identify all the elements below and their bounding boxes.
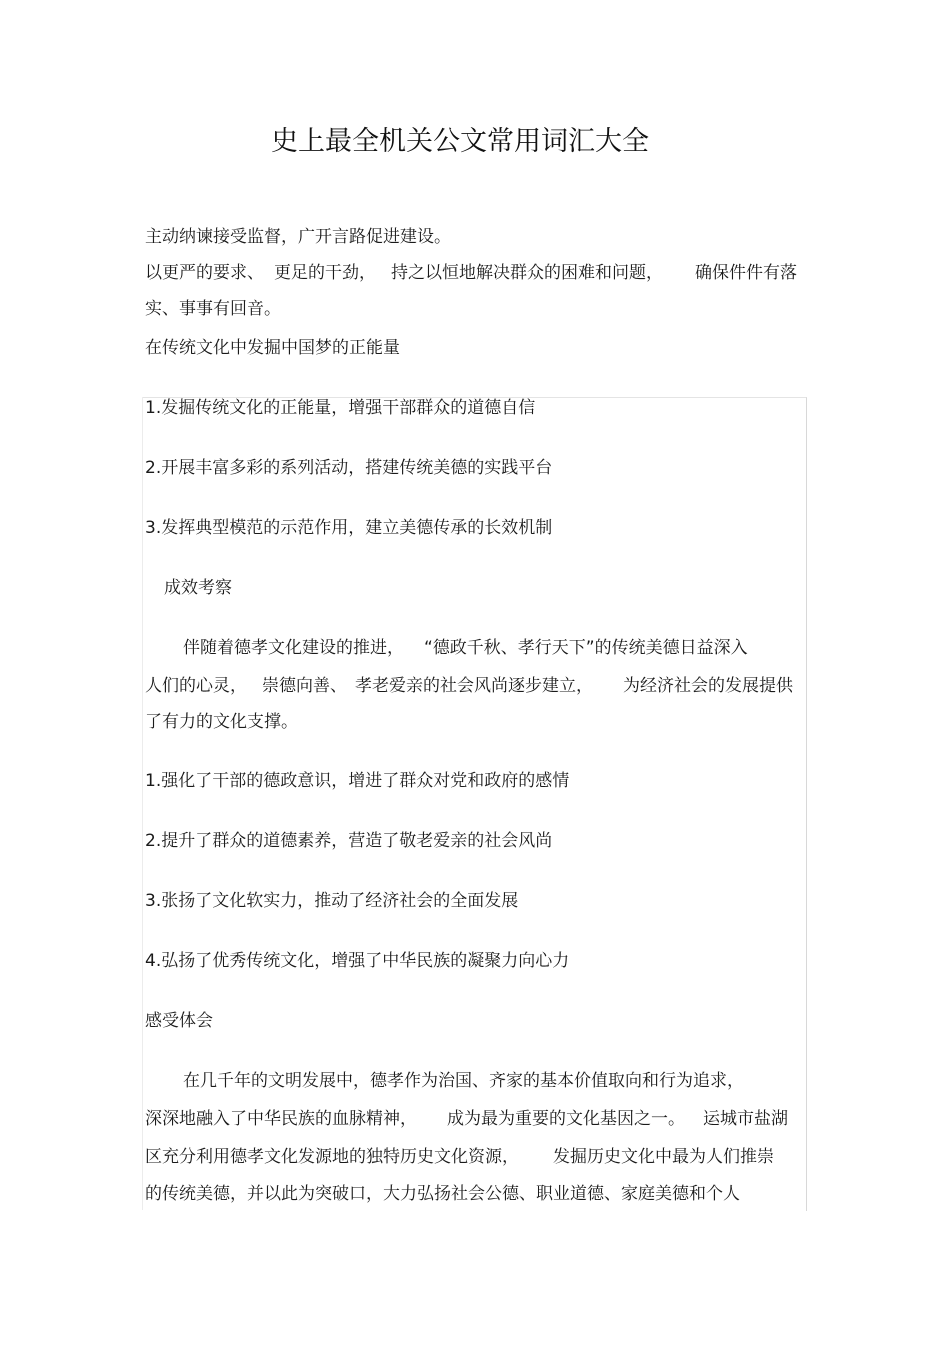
results-para-line-2-part-3: 孝老爱亲的社会风尚逐步建立， xyxy=(355,676,593,696)
intro-line-4: 在传统文化中发掘中国梦的正能量 xyxy=(145,338,400,358)
feelings-para-line-3-part-2: 发掘历史文化中最为人们推崇 xyxy=(553,1147,774,1167)
results-para-line-2-part-2: 崇德向善、 xyxy=(262,676,347,696)
results-para-line-2-part-1: 人们的心灵， xyxy=(145,676,247,696)
results-para-line-2 xyxy=(145,674,793,698)
intro-line-3: 实、事事有回音。 xyxy=(145,299,281,319)
page-title: 史上最全机关公文常用词汇大全 xyxy=(271,126,649,157)
intro-line-2 xyxy=(145,261,797,285)
feelings-para-line-1: 在几千年的文明发展中，德孝作为治国、齐家的基本价值取向和行为追求， xyxy=(183,1071,744,1091)
intro-line-2-part-1: 以更严的要求、 xyxy=(145,263,264,283)
feelings-para-line-2-part-2: 成为最为重要的文化基因之一。 xyxy=(447,1109,685,1129)
content-frame-left-edge xyxy=(142,397,143,1210)
result-item-4: 4.弘扬了优秀传统文化，增强了中华民族的凝聚力向心力 xyxy=(145,951,570,971)
measure-item-2: 2.开展丰富多彩的系列活动，搭建传统美德的实践平台 xyxy=(145,458,553,478)
results-para-line-1-part-1: 伴随着德孝文化建设的推进， xyxy=(183,638,404,658)
intro-line-2-part-3: 持之以恒地解决群众的困难和问题， xyxy=(391,263,663,283)
results-heading: 成效考察 xyxy=(164,578,232,598)
feelings-para-line-2 xyxy=(145,1107,788,1131)
measure-item-1: 1.发掘传统文化的正能量，增强干部群众的道德自信 xyxy=(145,398,536,418)
measure-item-3: 3.发挥典型模范的示范作用，建立美德传承的长效机制 xyxy=(145,518,553,538)
result-item-3: 3.张扬了文化软实力，推动了经济社会的全面发展 xyxy=(145,891,519,911)
feelings-para-line-4: 的传统美德，并以此为突破口，大力弘扬社会公德、职业道德、家庭美德和个人 xyxy=(145,1184,740,1204)
feelings-para-line-2-part-3: 运城市盐湖 xyxy=(703,1109,788,1129)
feelings-para-line-3-part-1: 区充分利用德孝文化发源地的独特历史文化资源， xyxy=(145,1147,519,1167)
results-para-line-3: 了有力的文化支撑。 xyxy=(145,712,298,732)
result-item-2: 2.提升了群众的道德素养，营造了敬老爱亲的社会风尚 xyxy=(145,831,553,851)
intro-line-2-part-2: 更足的干劲， xyxy=(274,263,376,283)
results-para-line-2-part-4: 为经济社会的发展提供 xyxy=(623,676,793,696)
intro-line-2-part-4: 确保件件有落 xyxy=(695,263,797,283)
results-para-line-1 xyxy=(183,636,748,660)
feelings-heading: 感受体会 xyxy=(145,1011,213,1031)
feelings-para-line-2-part-1: 深深地融入了中华民族的血脉精神， xyxy=(145,1109,417,1129)
results-para-line-1-part-2: “德政千秋、孝行天下”的传统美德日益深入 xyxy=(424,638,748,658)
intro-line-1: 主动纳谏接受监督，广开言路促进建设。 xyxy=(145,227,451,247)
feelings-para-line-3 xyxy=(145,1145,774,1169)
result-item-1: 1.强化了干部的德政意识，增进了群众对党和政府的感情 xyxy=(145,771,570,791)
